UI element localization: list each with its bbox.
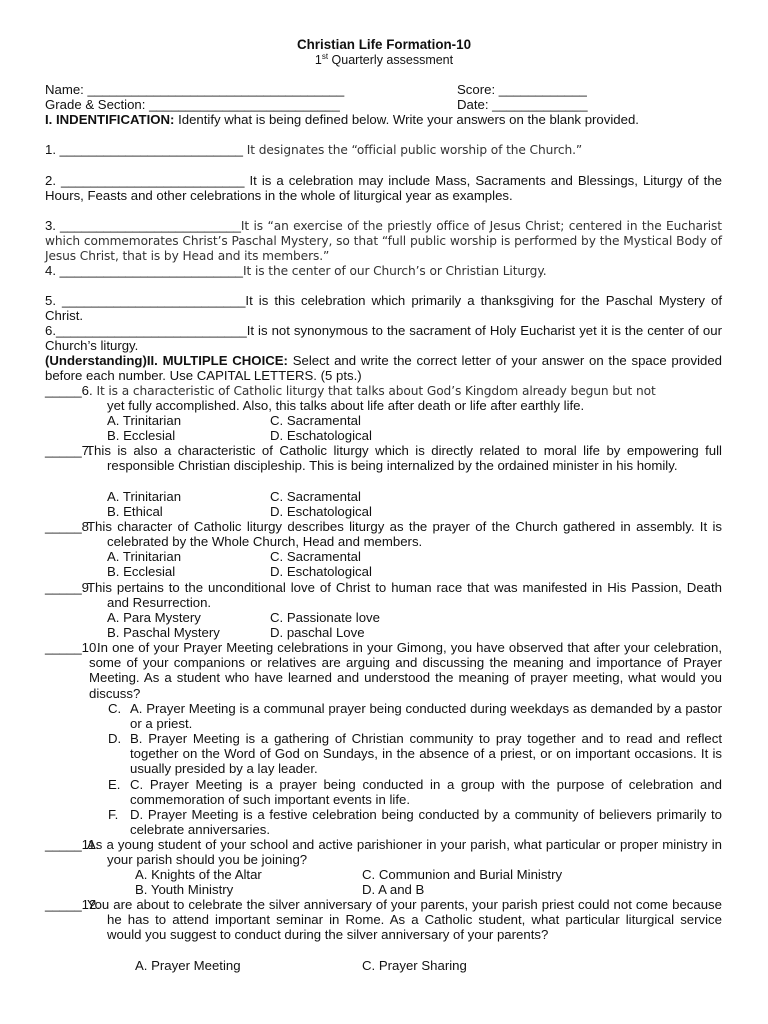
- part1-instructions: [45, 112, 722, 127]
- identification-item-4: [45, 263, 722, 279]
- option: C. Prayer Meeting is a prayer being conducted in a group with the purpose of celebration and commemoration of such important events in life.: [130, 777, 722, 808]
- identification-item-2: [45, 173, 722, 203]
- item-text: It is not synonymous to the sacrament of Holy Eucharist yet it is the center of our Church’s liturgy.: [45, 323, 722, 354]
- option: D. Eschatological: [270, 504, 372, 519]
- item-blank[interactable]: 1. _________________________: [45, 142, 244, 157]
- option-marker: F.: [108, 807, 119, 822]
- option: A. Trinitarian: [107, 549, 182, 564]
- option-marker: D.: [108, 731, 122, 746]
- item-blank[interactable]: 3. _________________________: [45, 218, 241, 233]
- question-12-blank[interactable]: _____12.: [45, 897, 101, 912]
- item-text: It is the center of our Church’s or Christian Liturgy.: [243, 264, 547, 278]
- question-11-blank[interactable]: _____11.: [45, 837, 100, 852]
- document-title: Christian Life Formation-10: [296, 37, 472, 52]
- answer-blank[interactable]: _____6.: [45, 383, 93, 398]
- option: D. Prayer Meeting is a festive celebration being conducted by a community of believers primarily to celebrate anniversaries.: [130, 807, 722, 838]
- item-text: It is “an exercise of the priestly office of Jesus Christ; centered in the Eucharist which commemorates Christ’s Paschal Mystery, so that “full public worship is performed by the Mystical Body of Jesus Christ, that is by Head and its members.”: [45, 219, 722, 264]
- question-text: It is a characteristic of Catholic liturgy that talks about God’s Kingdom already begun but not: [92, 384, 656, 398]
- question-text: As a young student of your school and active parishioner in your parish, what particular or proper ministry in your parish should you be joining?: [87, 837, 722, 868]
- identification-item-3: [45, 218, 722, 265]
- question-text: This is also a characteristic of Catholic liturgy which is directly related to moral life by empowering full responsible Christian discipleship. This is being internalized by the ordained minister in his homily.: [86, 443, 722, 474]
- option: A. Trinitarian: [107, 413, 182, 428]
- option: A. Prayer Meeting is a communal prayer being conducted during weekdays as demanded by a pastor or a priest.: [130, 701, 722, 732]
- question-8: [87, 519, 722, 550]
- option: A. Prayer Meeting: [135, 958, 241, 973]
- option: B. Youth Ministry: [135, 882, 234, 897]
- option-marker: C.: [108, 701, 122, 716]
- question-7: [45, 443, 722, 473]
- option: D. Eschatological: [270, 428, 372, 443]
- identification-item-5: [45, 293, 722, 323]
- question-8-blank[interactable]: _____8.: [45, 519, 93, 534]
- option: C. Sacramental: [270, 489, 361, 504]
- question-text: In one of your Prayer Meeting celebrations in your Gimong, you have observed that after your celebration, some of your companions or relatives are arguing and discussing the meaning and importance of Prayer Meeting. As a student who have learned and understood the meaning of prayer meeting, what would you discuss?: [89, 640, 722, 701]
- item-blank[interactable]: 4. _________________________: [45, 263, 244, 278]
- question-10-blank[interactable]: _____10.: [45, 640, 101, 655]
- score-field[interactable]: Score: ____________: [457, 82, 587, 97]
- option: D. A and B: [362, 882, 425, 897]
- option: B. Ethical: [107, 504, 163, 519]
- option: C. Sacramental: [270, 549, 361, 564]
- option: B. Ecclesial: [107, 564, 176, 579]
- item-text: It is a celebration may include Mass, Sacraments and Blessings, Liturgy of the Hours, Feasts and other celebrations in the whole of liturgical year as examples.: [45, 173, 722, 204]
- identification-item-6: [45, 323, 722, 353]
- question-9: [87, 580, 722, 611]
- question-text: This character of Catholic liturgy describes liturgy as the prayer of the Church gathered in assembly. It is celebrated by the Whole Church, Head and members.: [87, 519, 722, 550]
- question-6: [45, 383, 656, 399]
- question-text: You are about to celebrate the silver anniversary of your parents, your parish priest could not come because he has to attend important seminar in Rome. As a Catholic student, what particular liturgical service would you suggest to conduct during the silver anniversary of your parents?: [87, 897, 722, 943]
- item-blank[interactable]: 5. _________________________: [45, 293, 246, 308]
- option-marker: E.: [108, 777, 121, 792]
- option: B. Prayer Meeting is a gathering of Christian community to pray together and to read and reflect together on the Word of God on Sundays, in the absence of a priest, or on important occasions. It is usually presided by a lay leader.: [130, 731, 722, 777]
- option: B. Paschal Mystery: [107, 625, 220, 640]
- identification-item-1: [45, 142, 722, 158]
- option: A. Para Mystery: [107, 610, 201, 625]
- part1-heading: I. INDENTIFICATION:: [45, 112, 175, 127]
- question-12: [87, 897, 722, 943]
- option: D. paschal Love: [270, 625, 365, 640]
- option: C. Communion and Burial Ministry: [362, 867, 563, 882]
- option: C. Prayer Sharing: [362, 958, 467, 973]
- item-blank[interactable]: 6.__________________________: [45, 323, 247, 338]
- subtitle-text: Quarterly assessment: [328, 53, 454, 67]
- option: A. Trinitarian: [107, 489, 182, 504]
- question-text: This pertains to the unconditional love of Christ to human race that was manifested in His Passion, Death and Resurrection.: [87, 580, 722, 611]
- item-blank[interactable]: 2. _________________________: [45, 173, 245, 188]
- option: C. Sacramental: [270, 413, 361, 428]
- document-subtitle: [0, 53, 768, 68]
- part2-heading: (Understanding)II. MULTIPLE CHOICE:: [45, 353, 288, 368]
- part2-instructions: [45, 353, 722, 383]
- question-6-continued: yet fully accomplished. Also, this talks about life after death or life after earthly life.: [107, 398, 585, 413]
- option: B. Ecclesial: [107, 428, 176, 443]
- question-10: [89, 640, 722, 701]
- question-9-blank[interactable]: _____9.: [45, 580, 93, 595]
- name-field[interactable]: Name: ___________________________________: [45, 82, 345, 97]
- part2-instruction-text: Select and write the correct letter of your answer on the space provided before each number. Use CAPITAL LETTERS. (5 pts.): [45, 353, 723, 384]
- part1-instruction-text: Identify what is being defined below. Write your answers on the blank provided.: [174, 112, 639, 127]
- item-text: It designates the “official public worship of the Church.”: [243, 143, 583, 157]
- date-field[interactable]: Date: _____________: [457, 97, 588, 112]
- subtitle-superscript: st: [321, 52, 329, 61]
- grade-section-field[interactable]: Grade & Section: __________________________: [45, 97, 340, 112]
- option: A. Knights of the Altar: [135, 867, 262, 882]
- subtitle-number: 1: [314, 53, 322, 67]
- question-11: [87, 837, 722, 868]
- item-text: It is this celebration which primarily a thanksgiving for the Paschal Mystery of Christ.: [45, 293, 722, 324]
- option: D. Eschatological: [270, 564, 372, 579]
- question-7-blank[interactable]: _____7.: [45, 443, 93, 458]
- option: C. Passionate love: [270, 610, 380, 625]
